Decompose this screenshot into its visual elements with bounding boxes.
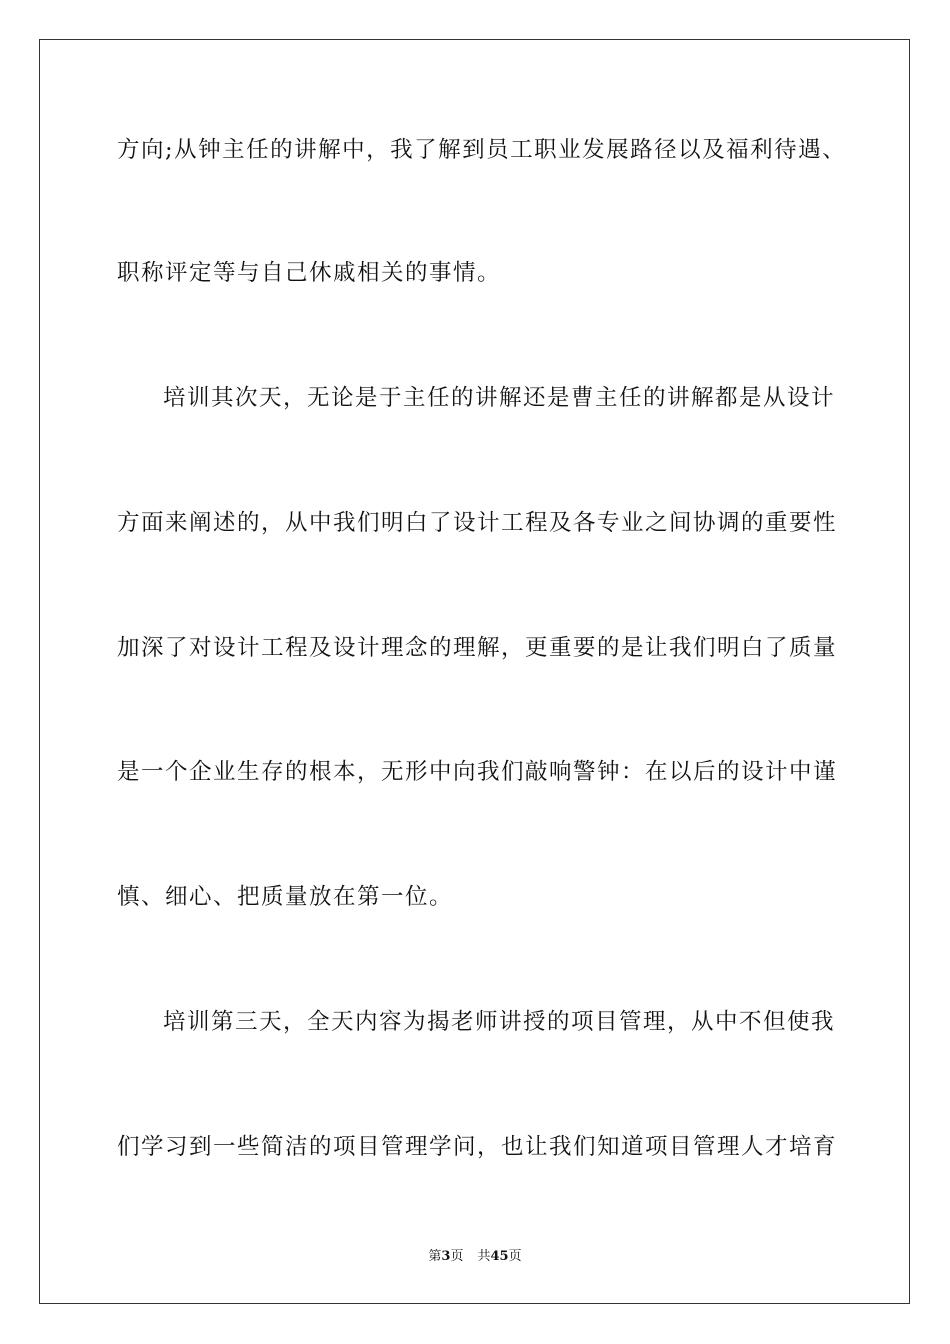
total-suffix: 页 [508, 1249, 522, 1264]
page-prefix: 第 [428, 1249, 442, 1264]
page-border [39, 39, 910, 1304]
page-footer [0, 1248, 950, 1266]
body-text-line: 加深了对设计工程及设计理念的理解，更重要的是让我们明白了质量 [117, 635, 838, 661]
body-text-line: 慎、细心、把质量放在第一位。 [117, 884, 454, 910]
paragraph-first-line: 培训第三天，全天内容为揭老师讲授的项目管理，从中不但使我 [163, 1009, 836, 1035]
body-text-line: 方面来阐述的，从中我们明白了设计工程及各专业之间协调的重要性 [117, 510, 838, 536]
total-prefix: 共 [477, 1249, 491, 1264]
page-number: 3 [441, 1249, 451, 1264]
page-suffix: 页 [450, 1249, 464, 1264]
body-text-line: 是一个企业生存的根本，无形中向我们敲响警钟：在以后的设计中谨 [117, 759, 838, 785]
paragraph-first-line: 培训其次天，无论是于主任的讲解还是曹主任的讲解都是从设计 [163, 385, 836, 411]
total-pages: 45 [490, 1249, 509, 1264]
body-text-line: 方向;从钟主任的讲解中，我了解到员工职业发展路径以及福利待遇、 [117, 137, 847, 163]
body-text-line: 们学习到一些简洁的项目管理学问，也让我们知道项目管理人才培育 [117, 1134, 838, 1160]
body-text-line: 职称评定等与自己休戚相关的事情。 [117, 260, 502, 286]
